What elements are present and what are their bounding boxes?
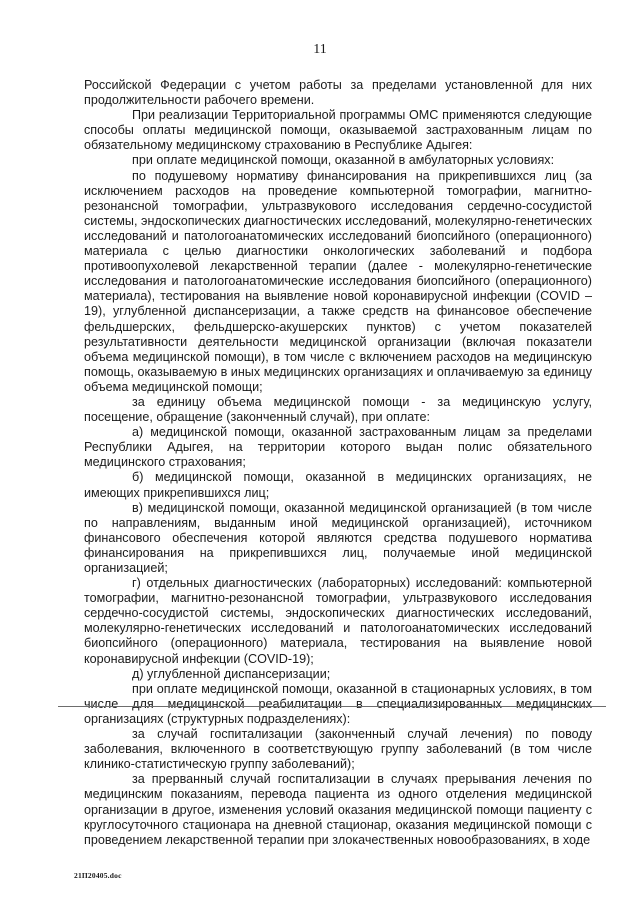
paragraph-9: г) отдельных диагностических (лабораторных) исследований: компьютерной томографии, магнитно-резонансной томографии, ультразвукового исследования сердечно-сосудистой системы, эндоскопических диагностических исследований, молекулярно-генетических исследований и патологоанатомических исследований биопсийного (операционного) материала, тестирования на выявление новой коронавирусной инфекции (COVID-19); [84, 576, 592, 666]
paragraph-2: При реализации Территориальной программы ОМС применяются следующие способы оплаты медицинской помощи, оказываемой застрахованным лицам по обязательному медицинскому страхованию в Республике Адыгея: [84, 108, 592, 153]
paragraph-11: при оплате медицинской помощи, оказанной в стационарных условиях, в том числе для медицинской реабилитации в специализированных медицинских организациях (структурных подразделениях): [84, 681, 592, 726]
paragraph-7: б) медицинской помощи, оказанной в медицинских организациях, не имеющих прикрепившихся лиц; [84, 470, 592, 500]
scan-divider-line [58, 706, 606, 707]
paragraph-4: по подушевому нормативу финансирования на прикрепившихся лиц (за исключением расходов на проведение компьютерной томографии, магнитно-резонансной томографии, ультразвукового исследования сердечно-сосудистой системы, эндоскопических диагностических исследований, молекулярно-генетических исследований и патологоанатомических исследований биопсийного (операционного) материала с целью диагностики онкологических заболеваний и подбора противоопухолевой лекарственной терапии (далее - молекулярно-генетические исследования и патологоанатомические исследования биопсийного (операционного) материала), тестирования на выявление новой коронавирусной инфекции (COVID – 19), углубленной диспансеризации, а также средств на финансовое обеспечение фельдшерских, фельдшерско-акушерских пунктов) с учетом показателей результативности деятельности медицинской организации (включая показатели объема медицинской помощи), в том числе с включением расходов на медицинскую помощь, оказываемую в иных медицинских организациях и оплачиваемую за единицу объема медицинской помощи; [84, 168, 592, 394]
paragraph-1: Российской Федерации с учетом работы за пределами установленной для них продолжительности рабочего времени. [84, 78, 592, 108]
paragraph-5: за единицу объема медицинской помощи - за медицинскую услугу, посещение, обращение (законченный случай), при оплате: [84, 394, 592, 425]
paragraph-8: в) медицинской помощи, оказанной медицинской организацией (в том числе по направлениям, выданным иной медицинской организацией), источником финансового обеспечения которой являются средства подушевого норматива финансирования на прикрепившихся лиц, получаемые иной медицинской организацией; [84, 500, 592, 575]
page-number: 11 [313, 42, 327, 57]
paragraph-10: д) углубленной диспансеризации; [132, 666, 331, 681]
paragraph-13: за прерванный случай госпитализации в случаях прерывания лечения по медицинским показаниям, перевода пациента из одного отделения медицинской организации в другое, изменения условий оказания медицинской помощи пациенту с круглосуточного стационара на дневной стационар, оказания медицинской помощи с проведением лекарственной терапии при злокачественных новообразованиях, в ходе [84, 772, 592, 847]
document-body [84, 78, 592, 848]
paragraph-12: за случай госпитализации (законченный случай лечения) по поводу заболевания, включенного в соответствующую группу заболеваний (в том числе клинико-статистическую группу заболеваний); [84, 727, 592, 772]
paragraph-6: а) медицинской помощи, оказанной застрахованным лицам за пределами Республики Адыгея, на территории которого выдан полис обязательного медицинского страхования; [84, 425, 592, 470]
footer-file-code: 21П20405.doc [74, 871, 122, 880]
paragraph-3: при оплате медицинской помощи, оказанной в амбулаторных условиях: [132, 153, 555, 168]
